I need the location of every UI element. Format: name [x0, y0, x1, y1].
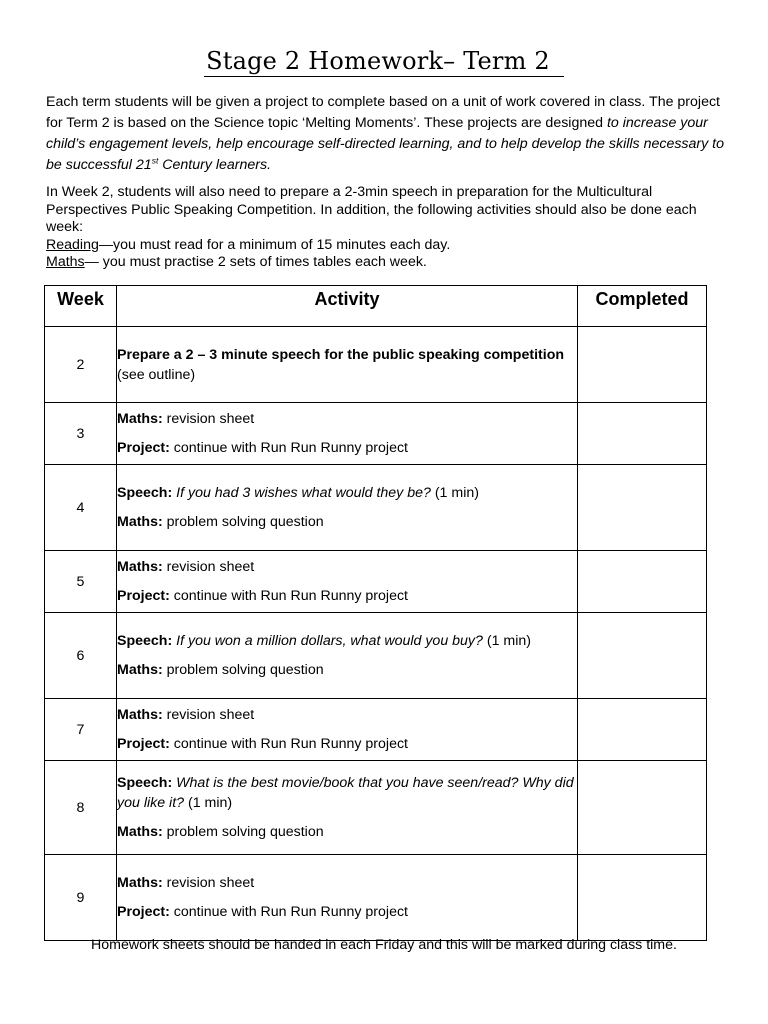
completed-cell[interactable]: [578, 403, 707, 465]
activity-text: revision sheet: [162, 875, 255, 891]
activity-line: [117, 631, 577, 651]
speech-question: If you had 3 wishes what would they be?: [172, 485, 431, 501]
activity-label: Maths:: [117, 514, 163, 530]
week-cell: 9: [45, 855, 117, 941]
activity-label: Maths:: [117, 662, 163, 678]
activity-text: problem solving question: [162, 824, 324, 840]
activity-label: Maths:: [117, 707, 163, 723]
activity-label: Speech:: [117, 775, 173, 791]
table-row: [45, 699, 707, 761]
table-row: [45, 855, 707, 941]
activity-line: [117, 873, 577, 893]
footer-note: Homework sheets should be handed in each Friday and this will be marked during class time.: [91, 937, 677, 953]
table-row: [45, 761, 707, 855]
activity-text: (1 min): [184, 795, 233, 811]
activity-line: [117, 734, 577, 754]
activity-line: [117, 483, 577, 503]
week-cell: 8: [45, 761, 117, 855]
table-row: [45, 327, 707, 403]
activity-text: revision sheet: [162, 411, 255, 427]
activity-text: problem solving question: [162, 662, 324, 678]
completed-cell[interactable]: [578, 465, 707, 551]
activity-line: [117, 557, 577, 577]
activity-line: [117, 586, 577, 606]
speech-question: What is the best movie/book that you have seen/read? Why did you like it?: [117, 775, 574, 811]
intro-paragraph-project: Each term students will be given a project to complete based on a unit of work covered in class. The project for Term 2 is based on the Science topic ‘Melting Moments’. These projects are designed to increase your child’s engagement levels, help encourage self-directed learning, and to help develop the skills necessary to be successful 21st Century learners.: [46, 94, 725, 173]
activity-label: Prepare a 2 – 3 minute speech for the public speaking competition: [117, 346, 565, 363]
speech-question: If you won a million dollars, what would you buy?: [172, 633, 483, 649]
activity-cell: [117, 465, 578, 551]
header-week: Week: [45, 286, 117, 327]
homework-table: [44, 285, 707, 941]
activity-label: Speech:: [117, 485, 173, 501]
intro-section: [46, 92, 726, 272]
activity-line: [117, 345, 577, 385]
activity-text: continue with Run Run Runny project: [169, 440, 408, 456]
maths-label: Maths: [46, 254, 85, 270]
activity-line: [117, 512, 577, 532]
activity-cell: [117, 327, 578, 403]
activity-label: Speech:: [117, 633, 173, 649]
activity-line: [117, 902, 577, 922]
week-cell: 5: [45, 551, 117, 613]
header-activity: Activity: [117, 286, 578, 327]
activity-text: (1 min): [482, 633, 532, 649]
activity-line: [117, 822, 577, 842]
completed-cell[interactable]: [578, 699, 707, 761]
activity-label: Project:: [117, 588, 170, 604]
week-cell: 6: [45, 613, 117, 699]
table-row: [45, 551, 707, 613]
activity-cell: [117, 551, 578, 613]
reading-label: Reading: [46, 236, 99, 253]
activity-label: Project:: [117, 904, 170, 920]
completed-cell[interactable]: [578, 551, 707, 613]
activity-text: continue with Run Run Runny project: [169, 736, 408, 752]
activity-cell: [117, 613, 578, 699]
header-completed: Completed: [578, 286, 707, 327]
activity-label: Maths:: [117, 559, 163, 575]
intro-paragraph-speech: In Week 2, students will also need to prepare a 2-3min speech in preparation for the Multicultural Perspectives Public Speaking Competition. In addition, the following activities should also be done each week: Reading—you must read for a minimum of 15 minutes each day. Maths— you must practise 2 sets of times tables each week.: [46, 184, 697, 270]
completed-cell[interactable]: [578, 327, 707, 403]
week-cell: 4: [45, 465, 117, 551]
activity-line: [117, 773, 577, 813]
activity-cell: [117, 403, 578, 465]
completed-cell[interactable]: [578, 761, 707, 855]
page-title: Stage 2 Homework– Term 2: [0, 47, 768, 75]
activity-text: problem solving question: [162, 514, 324, 530]
table-row: [45, 403, 707, 465]
table-header-row: [45, 286, 707, 327]
activity-line: [117, 660, 577, 680]
activity-line: [117, 705, 577, 725]
activity-text: revision sheet: [162, 559, 255, 575]
activity-line: [117, 438, 577, 458]
activity-text: (see outline): [117, 366, 196, 383]
week-cell: 3: [45, 403, 117, 465]
completed-cell[interactable]: [578, 855, 707, 941]
completed-cell[interactable]: [578, 613, 707, 699]
week-cell: 7: [45, 699, 117, 761]
activity-label: Project:: [117, 440, 170, 456]
activity-line: [117, 409, 577, 429]
activity-cell: [117, 699, 578, 761]
activity-cell: [117, 855, 578, 941]
week-cell: 2: [45, 327, 117, 403]
activity-label: Maths:: [117, 875, 163, 891]
activity-label: Maths:: [117, 411, 163, 427]
table-row: [45, 465, 707, 551]
activity-text: (1 min): [430, 485, 479, 501]
activity-label: Maths:: [117, 824, 163, 840]
table-row: [45, 613, 707, 699]
activity-text: continue with Run Run Runny project: [169, 904, 408, 920]
activity-label: Project:: [117, 736, 170, 752]
activity-cell: [117, 761, 578, 855]
activity-text: continue with Run Run Runny project: [169, 588, 408, 604]
activity-text: revision sheet: [162, 707, 255, 723]
